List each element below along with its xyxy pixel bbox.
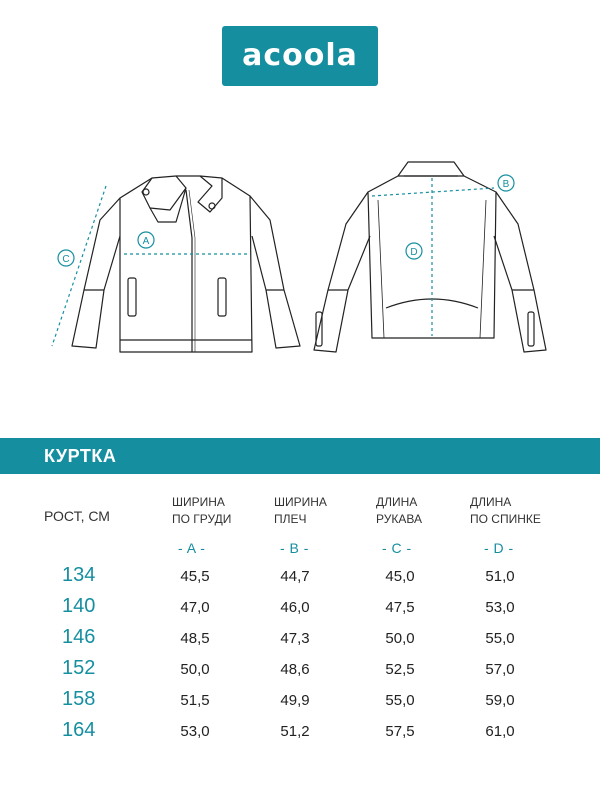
measure-line-b [372, 188, 494, 196]
table-cell: 57,5 [385, 723, 415, 740]
column-header-a [172, 494, 231, 528]
table-cell: 48,5 [180, 630, 210, 647]
column-code-c: - C - [382, 540, 412, 556]
label-b [498, 175, 514, 191]
table-cell: 50,0 [180, 661, 210, 678]
section-title: КУРТКА [44, 446, 117, 466]
height-column-header: РОСТ, СМ [44, 508, 110, 524]
column-header-d-line2: ПО СПИНКЕ [470, 512, 541, 526]
table-cell: 52,5 [385, 661, 415, 678]
table-cell: 51,2 [280, 723, 310, 740]
table-cell: 49,9 [280, 692, 310, 709]
table-cell: 45,5 [180, 568, 210, 585]
jacket-front-view [72, 176, 300, 352]
label-b-text: B [502, 179, 510, 190]
row-height: 152 [62, 657, 96, 679]
table-cell: 48,6 [280, 661, 310, 678]
brand-logo [222, 26, 378, 86]
column-header-c [376, 494, 422, 528]
label-c [58, 250, 74, 266]
column-header-c-line1: ДЛИНА [376, 495, 418, 509]
table-cell: 46,0 [280, 599, 310, 616]
table-cell: 44,7 [280, 568, 310, 585]
table-cell: 45,0 [385, 568, 415, 585]
section-banner [0, 438, 600, 474]
column-header-a-line2: ПО ГРУДИ [172, 512, 232, 526]
table-cell: 55,0 [485, 630, 515, 647]
column-header-a-line1: ШИРИНА [172, 495, 225, 509]
column-header-b-line1: ШИРИНА [274, 495, 327, 509]
label-d-text: D [410, 247, 418, 258]
row-height: 146 [62, 626, 96, 648]
label-a-text: A [142, 236, 150, 247]
table-cell: 51,0 [485, 568, 515, 585]
row-height: 134 [62, 564, 96, 586]
column-header-c-line2: РУКАВА [376, 512, 422, 526]
table-cell: 53,0 [180, 723, 210, 740]
label-a [138, 232, 154, 248]
row-height: 140 [62, 595, 96, 617]
column-code-d: - D - [484, 540, 514, 556]
table-cell: 51,5 [180, 692, 210, 709]
column-header-b [274, 494, 327, 528]
measure-line-c [52, 186, 106, 346]
table-cell: 57,0 [485, 661, 515, 678]
column-code-a: - A - [178, 540, 206, 556]
table-cell: 47,0 [180, 599, 210, 616]
table-cell: 50,0 [385, 630, 415, 647]
brand-logo-text: acoola [242, 38, 358, 73]
column-header-b-line2: ПЛЕЧ [274, 512, 307, 526]
table-cell: 59,0 [485, 692, 515, 709]
column-header-d-line1: ДЛИНА [470, 495, 512, 509]
table-cell: 53,0 [485, 599, 515, 616]
table-cell: 55,0 [385, 692, 415, 709]
row-height: 164 [62, 719, 96, 741]
label-d [406, 243, 422, 259]
table-cell: 61,0 [485, 723, 515, 740]
column-code-b: - B - [280, 540, 309, 556]
jacket-back-view [314, 162, 546, 352]
table-cell: 47,5 [385, 599, 415, 616]
row-height: 158 [62, 688, 96, 710]
jacket-illustration [0, 140, 600, 380]
table-cell: 47,3 [280, 630, 310, 647]
label-c-text: C [62, 254, 70, 265]
column-header-d [470, 494, 541, 528]
